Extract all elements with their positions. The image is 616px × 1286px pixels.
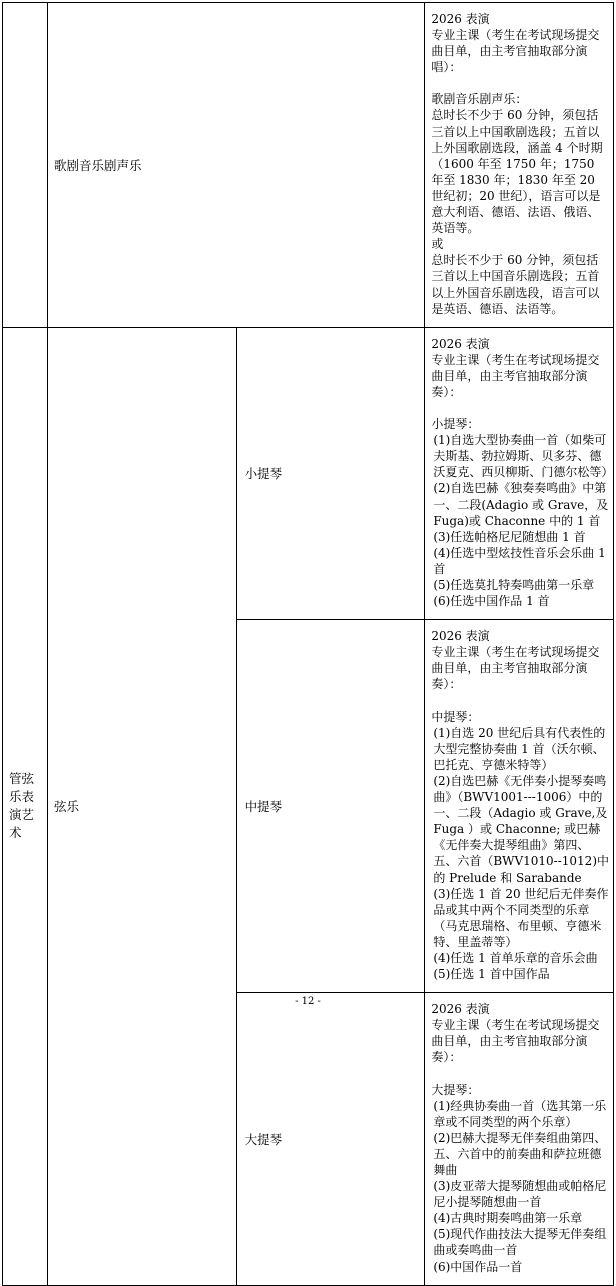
intro-line: 专业主课（考生在考试现场提交曲目单，由主考官抽取部分演奏）： [431, 352, 600, 399]
req-item: (2)自选巴赫《无伴奏小提琴奏鸣曲》（BWV1001---1006）中的一、二段（Adagio 或 Grave,及 Fuga ）或 Chaconne; 或巴赫《无伴奏大提琴组曲》第四、五、六首（BWV1010--1012)中的 Prelude 和 Sarabande [433, 773, 610, 885]
intro-line: 专业主课（考生在考试现场提交曲目单，由主考官抽取部分演奏）： [431, 1018, 600, 1065]
req-item: (1)经典协奏曲一首（选其第一乐章或不同类型的两个乐章） [433, 1098, 607, 1129]
req-item: (1)自选大型协奏曲一首（如柴可夫斯基、勃拉姆斯、贝多芬、德沃夏克、西贝柳斯、门德尔松等） [433, 433, 614, 480]
req-item: (2)自选巴赫《独奏奏鸣曲》中第一、二段(Adagio 或 Grave，及 Fuga)或 Chaconne 中的 1 首 [433, 481, 609, 528]
requirements-cell [425, 3, 614, 328]
category-label: 管弦乐表演艺术 [9, 771, 35, 841]
year-line: 2026 表演 [431, 336, 490, 351]
req-item: (5)任选莫扎特奏鸣曲第一乐章 [433, 578, 595, 592]
req-item: (3)皮亚蒂大提琴随想曲或帕格尼尼小提琴随想曲一首 [433, 1179, 607, 1210]
req-item: 或 [431, 237, 444, 252]
req-heading: 中提琴： [431, 709, 480, 724]
req-item: (4)任选 1 首单乐章的音乐会曲 [433, 950, 598, 965]
req-item: (2)巴赫大提琴无伴奏组曲第四、五、六首中的前奏曲和萨拉班德舞曲 [433, 1130, 607, 1177]
req-item: (6)中国作品一首 [433, 1259, 523, 1274]
table-row [3, 327, 614, 620]
category-cell [3, 3, 48, 328]
req-heading: 小提琴： [431, 417, 480, 432]
req-item: (3)任选帕格尼尼随想曲 1 首 [433, 529, 586, 544]
req-item: (6)任选中国作品 1 首 [433, 594, 550, 609]
page-number: - 12 - [295, 996, 321, 1007]
req-item: (5)现代作曲技法大提琴无伴奏组曲或奏鸣曲一首 [433, 1227, 607, 1258]
requirements-cell [425, 327, 614, 620]
intro-line: 专业主课（考生在考试现场提交曲目单，由主考官抽取部分演唱）： [431, 28, 600, 75]
instrument-cell: 小提琴 [236, 327, 425, 620]
year-line: 2026 表演 [431, 629, 490, 644]
req-item: (3)任选 1 首 20 世纪后无伴奏作品或其中两个不同类型的乐章（马克思瑞格、布里顿、亨德米特、里盖蒂等） [433, 886, 609, 949]
req-item: (4)古典时期奏鸣曲第一乐章 [433, 1211, 583, 1226]
year-line: 2026 表演 [431, 12, 490, 26]
req-item: (4)任选中型炫技性音乐会乐曲 1 首 [433, 545, 606, 576]
year-line: 2026 表演 [431, 1002, 490, 1017]
exam-requirements-table [2, 2, 614, 1286]
req-item: 总时长不少于 60 分钟，须包括三首以上中国歌剧选段；五首以上外国歌剧选段，涵盖 4 个时期（1600 年至 1750 年；1750 年至 1830 年；1830 年至 20 世纪初；20 世纪），语言可以是意大利语、德语、法语、俄语、英语等。 [431, 108, 603, 236]
requirements-cell [425, 993, 614, 1286]
direction-cell: 歌剧音乐剧声乐 [48, 3, 425, 328]
req-heading: 歌剧音乐剧声乐： [431, 92, 528, 107]
req-item: 总时长不少于 60 分钟，须包括三首以上中国音乐剧选段；五首以上外国音乐剧选段，语言可以是英语、德语、法语等。 [431, 253, 600, 316]
req-heading: 大提琴： [431, 1082, 480, 1097]
instrument-cell: 大提琴 [236, 993, 425, 1286]
intro-line: 专业主课（考生在考试现场提交曲目单，由主考官抽取部分演奏）： [431, 645, 600, 692]
instrument-cell: 中提琴 [236, 620, 425, 993]
major-cell: 弦乐 [48, 327, 237, 1285]
req-item: (5)任选 1 首中国作品 [433, 967, 550, 982]
category-cell [3, 327, 48, 1285]
req-item: (1)自选 20 世纪后具有代表性的大型完整协奏曲 1 首（沃尔顿、巴托克、亨德米特等） [433, 725, 606, 772]
requirements-cell [425, 620, 614, 993]
table-row [3, 3, 614, 328]
